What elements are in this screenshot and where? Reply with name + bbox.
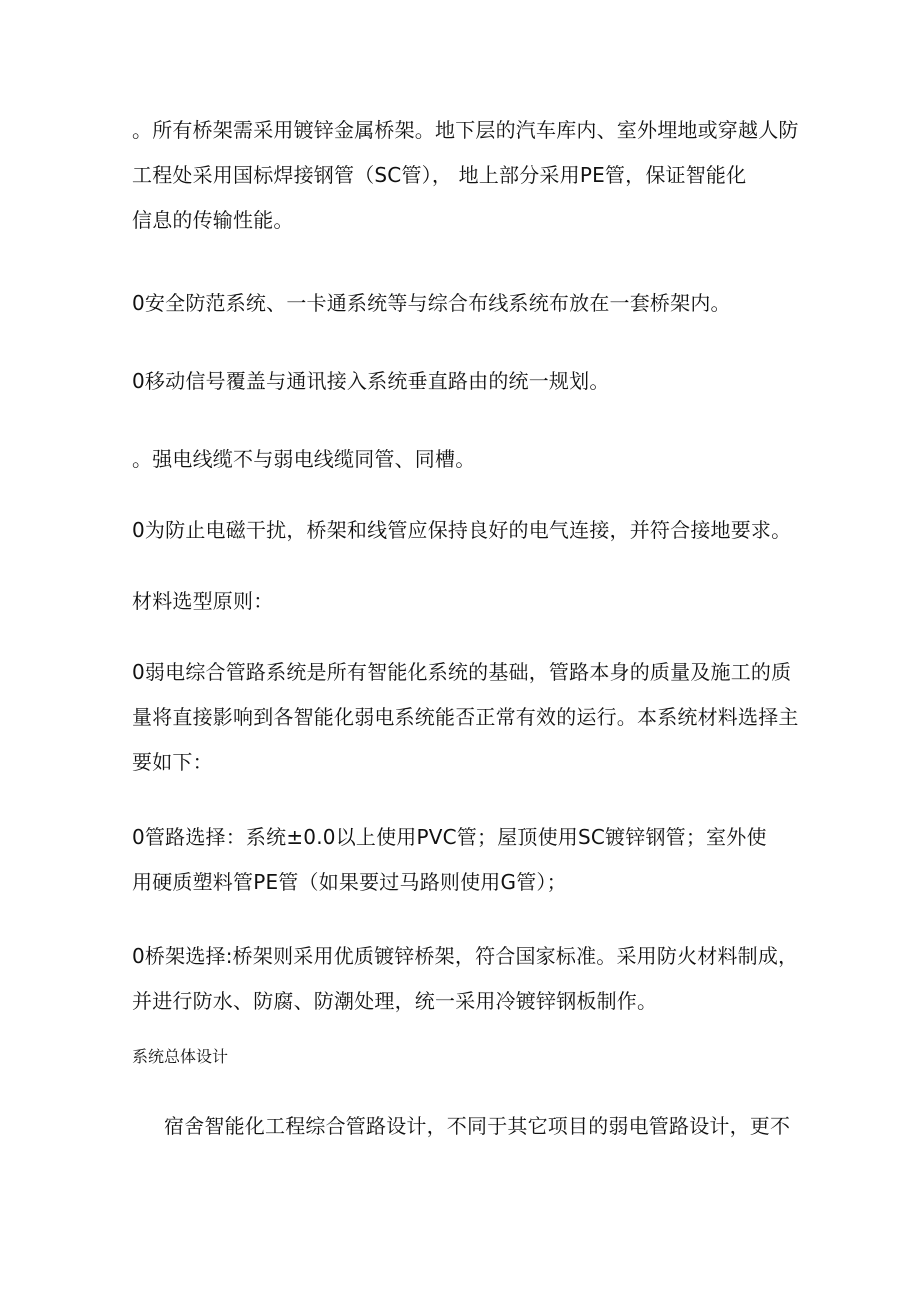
paragraph-bridge-materials [132, 108, 798, 243]
text-line: 材料选型原则： [132, 589, 274, 613]
paragraph-cable-separation [132, 437, 798, 482]
text-line: 工程处采用国标焊接钢管（SC管）， 地上部分采用PE管，保证智能化 [132, 163, 747, 187]
text-line: 。所有桥架需采用镀锌金属桥架。地下层的汽车库内、室外埋地或穿越人防 [132, 118, 799, 142]
paragraph-pipe-selection [132, 815, 798, 905]
paragraph-intro [164, 1104, 804, 1149]
paragraph-emi-grounding [132, 508, 798, 553]
text-line: 并进行防水、防腐、防潮处理，统一采用冷镀锌钢板制作。 [132, 989, 658, 1013]
paragraph-pipe-system-basis [132, 650, 798, 785]
text-line: 宿舍智能化工程综合管路设计，不同于其它项目的弱电管路设计，更不 [164, 1114, 791, 1138]
text-line: 0管路选择：系统±0.0以上使用PVC管；屋顶使用SC镀锌钢管；室外使 [132, 825, 767, 849]
paragraph-mobile-signal [132, 359, 798, 404]
text-line: 用硬质塑料管PE管（如果要过马路则使用G管）； [132, 870, 567, 894]
section-heading: 系统总体设计 [132, 1047, 229, 1066]
text-line: 。强电线缆不与弱电线缆同管、同槽。 [132, 447, 476, 471]
text-line: 0桥架选择:桥架则采用优质镀锌桥架，符合国家标准。采用防火材料制成， [132, 944, 799, 968]
text-line: 0弱电综合管路系统是所有智能化系统的基础，管路本身的质量及施工的质 [132, 660, 792, 684]
text-line: 要如下： [132, 750, 213, 774]
text-line: 0为防止电磁干扰，桥架和线管应保持良好的电气连接，并符合接地要求。 [132, 518, 792, 542]
paragraph-security-systems [132, 281, 798, 326]
paragraph-bridge-selection [132, 934, 798, 1024]
text-line: 0安全防范系统、一卡通系统等与综合布线系统布放在一套桥架内。 [132, 291, 731, 315]
paragraph-material-principles-title [132, 579, 798, 624]
text-line: 0移动信号覆盖与通讯接入系统垂直路由的统一规划。 [132, 369, 610, 393]
text-line: 量将直接影响到各智能化弱电系统能否正常有效的运行。本系统材料选择主 [132, 705, 799, 729]
text-line: 信息的传输性能。 [132, 208, 294, 232]
